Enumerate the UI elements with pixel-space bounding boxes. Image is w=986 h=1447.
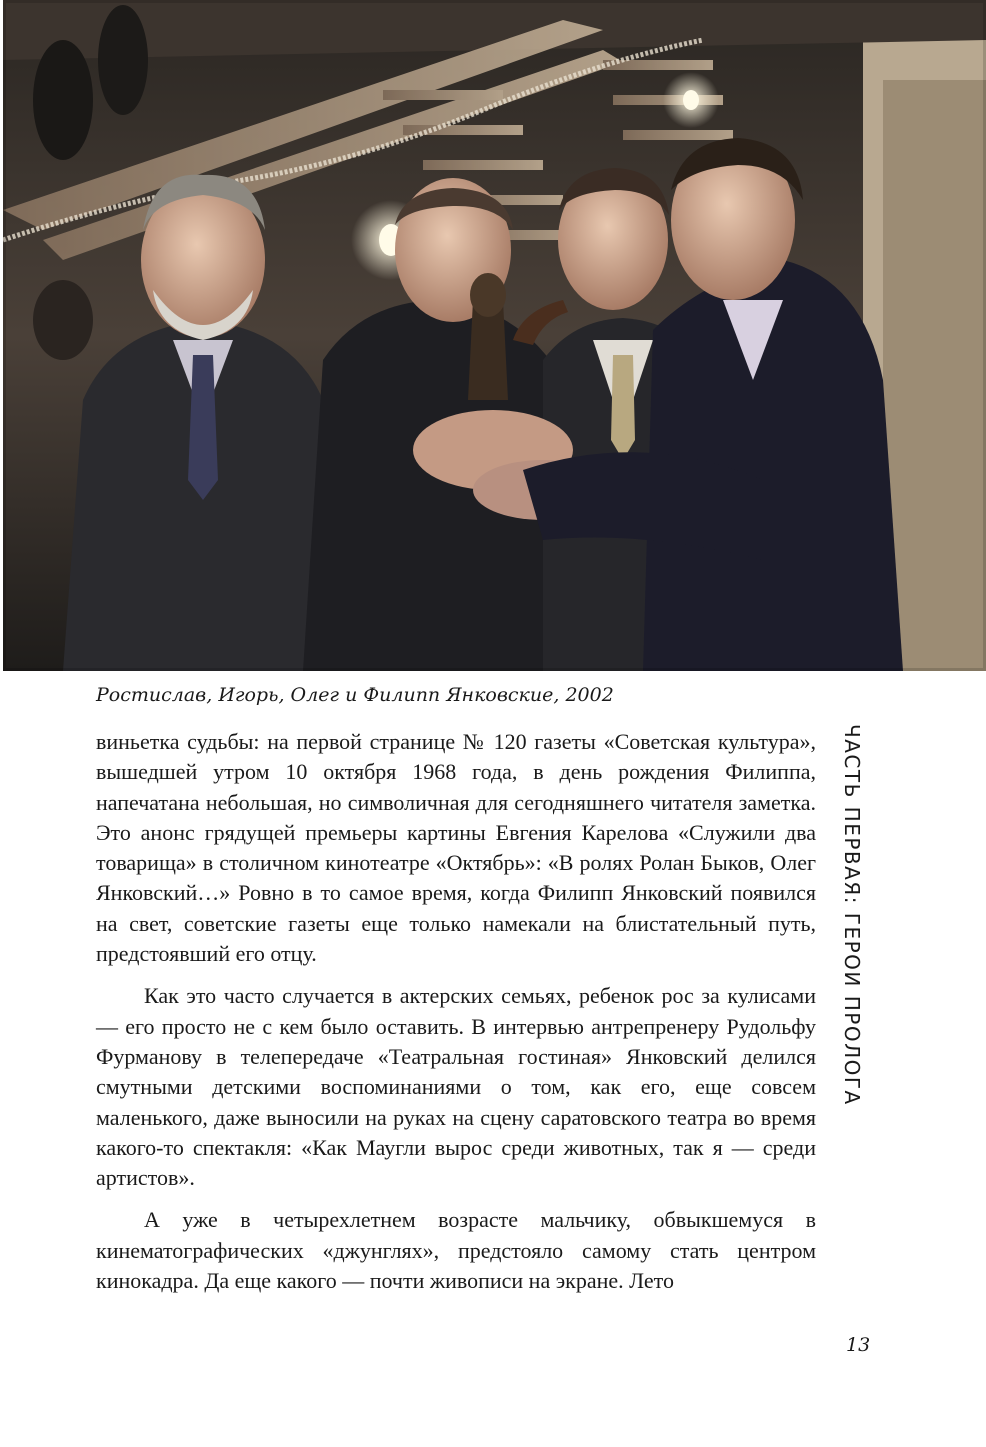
paragraph: виньетка судьбы: на первой странице № 120 газеты «Советская культура», вышедшей утром 10 октября 1968 года, в день рождения Филиппа, напечатана небольшая, но символичная для сегодняшнего читателя заметка. Это анонс грядущей премьеры картины Евгения Карелова «Служили два товарища» в столичном кинотеатре «Октябрь»: «В ролях Ролан Быков, Олег Янковский…» Ровно в то самое время, когда Филипп Янковский появился на свет, советские газеты еще только намекали на блистательный путь, предстоявший его отцу.: [96, 729, 816, 967]
photo-illustration: [3, 0, 986, 671]
photo-caption: Ростислав, Игорь, Олег и Филипп Янковские, 2002: [96, 684, 614, 706]
page-number: 13: [846, 1334, 871, 1356]
running-section-title: ЧАСТЬ ПЕРВАЯ: ГЕРОИ ПРОЛОГА: [840, 724, 864, 1106]
photo: [3, 0, 986, 671]
paragraph: Как это часто случается в актерских семьях, ребенок рос за кулисами — его просто не с кем было оставить. В интервью антрепренеру Рудольфу Фурманову в телепередаче «Театральная гостиная» Янковский делился смутными детскими воспоминаниями о том, как его, еще совсем маленького, даже выносили на руках на сцену саратовского театра во время какого-то спектакля: «Как Маугли вырос среди животных, так я — среди артистов».: [96, 983, 816, 1191]
paragraph: А уже в четырехлетнем возрасте мальчику, обвыкшемуся в кинематографических «джунглях», предстояло самому стать центром кинокадра. Да еще какого — почти живописи на экране. Лето: [96, 1207, 816, 1294]
body-text: [96, 727, 816, 1308]
